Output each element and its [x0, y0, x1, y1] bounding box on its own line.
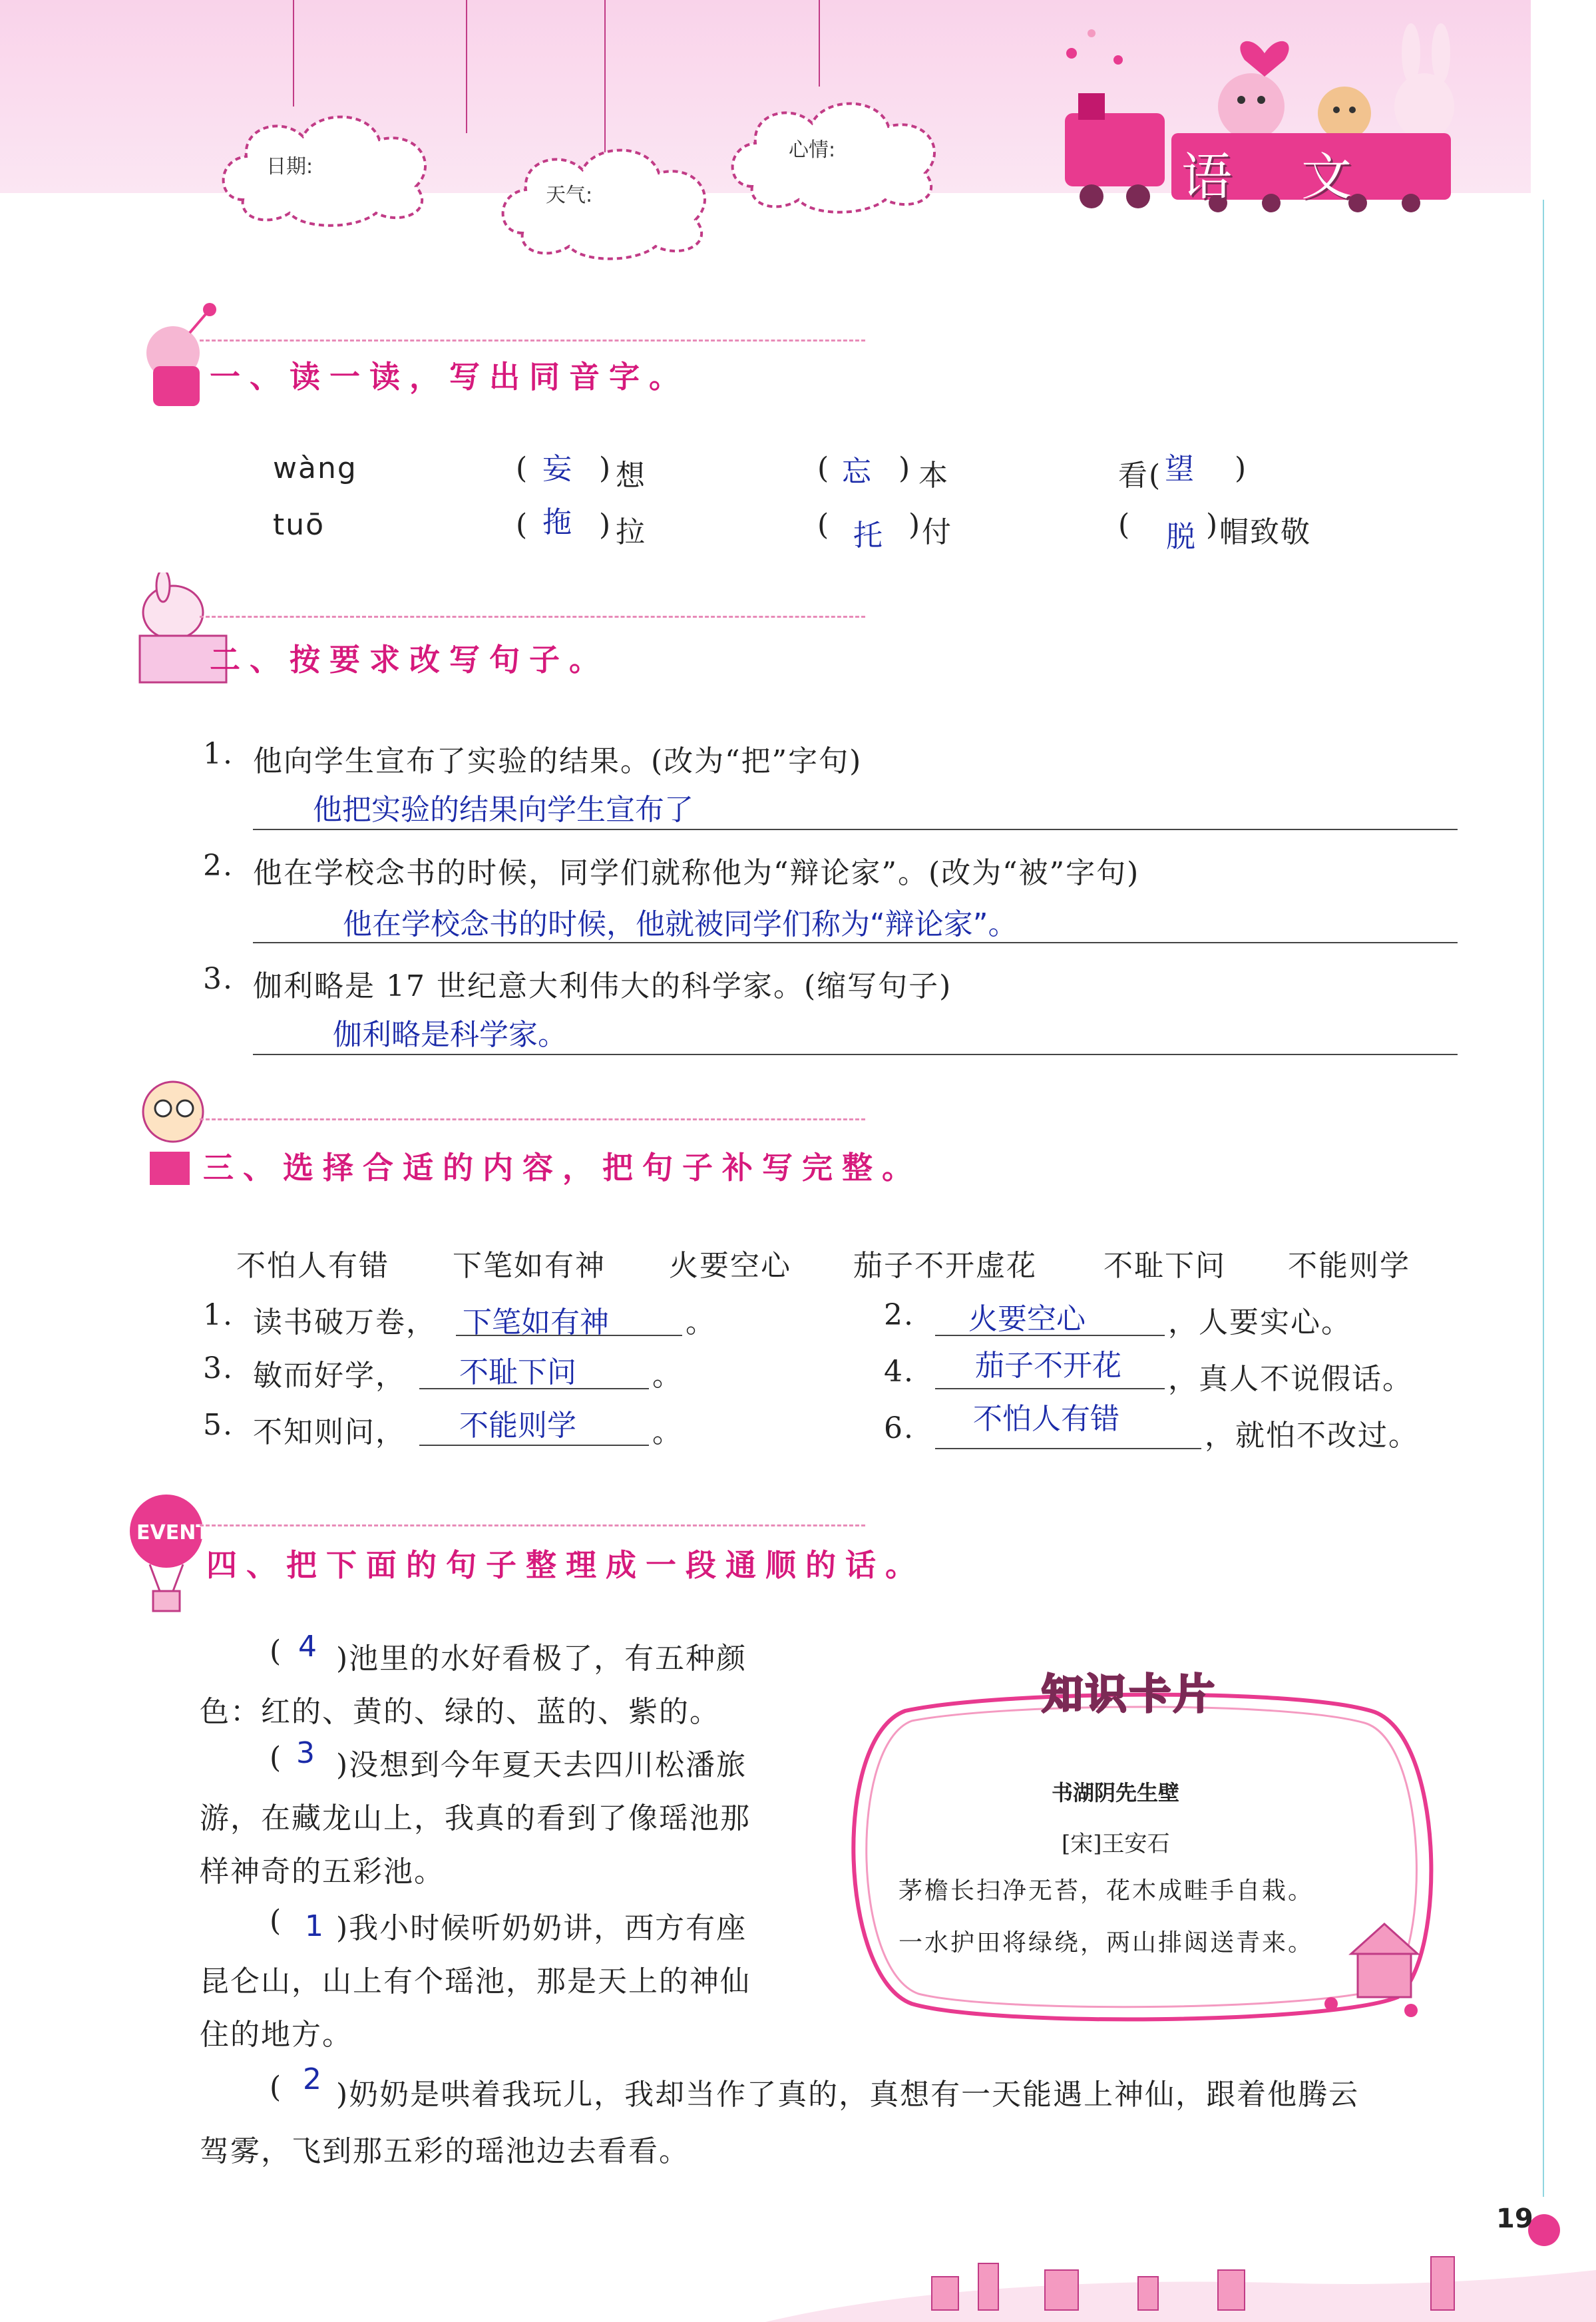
s4-p2-line1: )没想到今年夏天去四川松潘旅	[336, 1748, 747, 1782]
close-paren: )	[599, 451, 611, 485]
word-wang-3-prefix: 看(	[1118, 459, 1162, 493]
poem-line-2: 一水护田将绿绕，两山排闼送青来。	[898, 1929, 1314, 1957]
s2-item2-num: 2.	[203, 849, 234, 883]
string-1	[293, 0, 294, 107]
section3-rule	[200, 1118, 865, 1120]
s3-item4-num: 4.	[884, 1355, 914, 1389]
s2-item2-answer: 他在学校念书的时候，他就被同学们称为“辩论家”。	[343, 907, 1018, 941]
s2-item1-line	[253, 829, 1458, 830]
open-paren: (	[516, 451, 528, 485]
svg-text:EVENT: EVENT	[136, 1521, 210, 1544]
answer-tuo-3: 脱	[1166, 520, 1195, 554]
weather-label: 天气:	[546, 184, 593, 207]
s3-item5-answer: 不能则学	[459, 1409, 576, 1443]
section1-title: 一、读一读，写出同音字。	[210, 359, 689, 395]
answer-tuo-1: 拖	[542, 505, 572, 539]
s3-item5-pre: 不知则问，	[253, 1415, 406, 1449]
open-paren: (	[270, 1904, 282, 1938]
s3-item4-post: ，真人不说假话。	[1168, 1362, 1413, 1396]
s3-item1-num: 1.	[203, 1298, 234, 1332]
poem-author: [宋]王安石	[1062, 1831, 1170, 1857]
mood-label: 心情:	[789, 138, 836, 162]
s3-item6-num: 6.	[884, 1411, 914, 1445]
s3-option-2: 下笔如有神	[453, 1249, 606, 1283]
s3-item4-line	[935, 1388, 1165, 1389]
open-paren: (	[817, 451, 829, 485]
s4-p2-line2: 游，在藏龙山上，我真的看到了像瑶池那	[200, 1801, 751, 1835]
section4-title: 四、把下面的句子整理成一段通顺的话。	[206, 1547, 925, 1583]
s2-item1-answer: 他把实验的结果向学生宣布了	[313, 793, 694, 827]
poem-line-1: 茅檐长扫净无苔，花木成畦手自栽。	[898, 1877, 1314, 1905]
poem-title: 书湖阴先生壁	[1052, 1780, 1180, 1805]
s4-order-2: 3	[296, 1736, 315, 1770]
s3-option-6: 不能则学	[1288, 1249, 1410, 1283]
s3-item3-pre: 敏而好学，	[253, 1359, 406, 1393]
close-paren: )	[599, 508, 611, 542]
s3-item4-answer: 茄子不开花	[975, 1349, 1121, 1383]
s4-p3-line2: 昆仑山，山上有个瑶池，那是天上的神仙	[200, 1965, 751, 1998]
s3-item1-line	[456, 1335, 682, 1336]
s3-item2-num: 2.	[884, 1298, 914, 1332]
weather-cloud	[496, 133, 722, 266]
s4-p1-line2: 色：红的、黄的、绿的、蓝的、紫的。	[200, 1695, 720, 1729]
s3-item5-num: 5.	[203, 1408, 234, 1442]
s4-p3-line1: )我小时候听奶奶讲，西方有座	[336, 1911, 747, 1945]
s3-item1-pre: 读书破万卷，	[253, 1305, 437, 1339]
mood-cloud	[725, 87, 952, 220]
word-wang-2: 本	[918, 459, 949, 493]
pinyin-tuo: tuō	[273, 508, 325, 542]
s3-item2-answer: 火要空心	[968, 1302, 1086, 1336]
event-balloon-icon	[123, 1491, 216, 1618]
close-paren: )	[908, 508, 920, 542]
s4-p3-line3: 住的地方。	[200, 2018, 353, 2052]
s3-item2-post: ，人要实心。	[1168, 1305, 1352, 1339]
s2-item3-answer: 伽利略是科学家。	[333, 1018, 567, 1052]
date-label: 日期:	[266, 155, 313, 178]
s3-item6-answer: 不怕人有错	[973, 1402, 1119, 1436]
s3-item6-line	[935, 1448, 1201, 1449]
date-cloud	[216, 100, 443, 233]
s2-item1-num: 1.	[203, 737, 234, 771]
s2-item3-line	[253, 1054, 1458, 1055]
section2-title: 二、按要求改写句子。	[210, 642, 609, 678]
open-paren: (	[817, 508, 829, 542]
word-wang-1: 想	[616, 459, 646, 493]
string-2	[466, 0, 467, 133]
word-tuo-2: 付	[922, 515, 952, 549]
footer-town-illustration	[765, 2177, 1596, 2322]
section1-rule	[200, 340, 865, 342]
s3-item5-post: 。	[652, 1415, 683, 1449]
s4-order-4: 2	[303, 2062, 321, 2096]
section2-rule	[200, 616, 865, 618]
open-paren: (	[270, 1634, 282, 1668]
s4-order-3: 1	[305, 1909, 323, 1943]
s2-item2-line	[253, 942, 1458, 943]
answer-wang-3: 望	[1165, 452, 1194, 486]
pinyin-wang: wàng	[273, 451, 357, 485]
s3-item5-line	[419, 1445, 649, 1446]
s3-item6-post: ，就怕不改过。	[1205, 1419, 1419, 1453]
s3-item3-post: 。	[652, 1359, 683, 1393]
s3-option-1: 不怕人有错	[236, 1249, 389, 1283]
close-paren: )	[898, 451, 910, 485]
s4-p1-line1: )池里的水好看极了，有五种颜	[336, 1642, 747, 1676]
string-4	[819, 0, 820, 87]
s4-p4-line2: 驾雾，飞到那五彩的瑶池边去看看。	[200, 2134, 690, 2168]
s3-item1-answer: 下笔如有神	[463, 1305, 609, 1339]
s3-option-3: 火要空心	[669, 1249, 791, 1283]
s3-item3-answer: 不耻下问	[459, 1355, 576, 1389]
s4-p2-line3: 样神奇的五彩池。	[200, 1855, 445, 1889]
answer-tuo-2: 托	[853, 519, 883, 553]
open-paren: (	[516, 508, 528, 542]
open-paren: (	[270, 1741, 282, 1775]
s2-item3-num: 3.	[203, 962, 234, 996]
close-paren: )	[1206, 508, 1218, 542]
s3-item1-post: 。	[686, 1305, 716, 1339]
section4-rule	[200, 1524, 865, 1526]
s2-item1-text: 他向学生宣布了实验的结果。(改为“把”字句)	[253, 744, 863, 778]
section3-title: 三、选择合适的内容，把句子补写完整。	[203, 1150, 922, 1186]
s2-item3-text: 伽利略是 17 世纪意大利伟大的科学家。(缩写句子)	[253, 969, 952, 1003]
s3-option-4: 茄子不开虚花	[853, 1249, 1037, 1283]
answer-wang-1: 妄	[542, 452, 572, 486]
word-tuo-3: 帽致敬	[1219, 515, 1311, 549]
s3-item2-line	[935, 1335, 1165, 1336]
open-paren: (	[270, 2070, 282, 2104]
right-margin-line	[1543, 200, 1544, 2197]
subject-title: 语 文	[1181, 147, 1379, 206]
page-number: 19	[1496, 2204, 1533, 2234]
knowledge-card-heading: 知识卡片	[1042, 1670, 1218, 1718]
answer-wang-2: 忘	[842, 455, 871, 489]
word-tuo-1: 拉	[616, 515, 646, 549]
open-paren: (	[1118, 508, 1130, 542]
s3-item3-num: 3.	[203, 1351, 234, 1385]
s3-option-5: 不耻下问	[1103, 1249, 1226, 1283]
string-3	[604, 0, 606, 153]
word-wang-3-suffix: )	[1235, 451, 1247, 485]
s3-item3-line	[419, 1388, 649, 1389]
s2-item2-text: 他在学校念书的时候，同学们就称他为“辩论家”。(改为“被”字句)	[253, 856, 1140, 890]
s4-order-1: 4	[298, 1630, 317, 1664]
s4-p4-line1: )奶奶是哄着我玩儿，我却当作了真的，真想有一天能遇上神仙，跟着他腾云	[336, 2078, 1360, 2112]
